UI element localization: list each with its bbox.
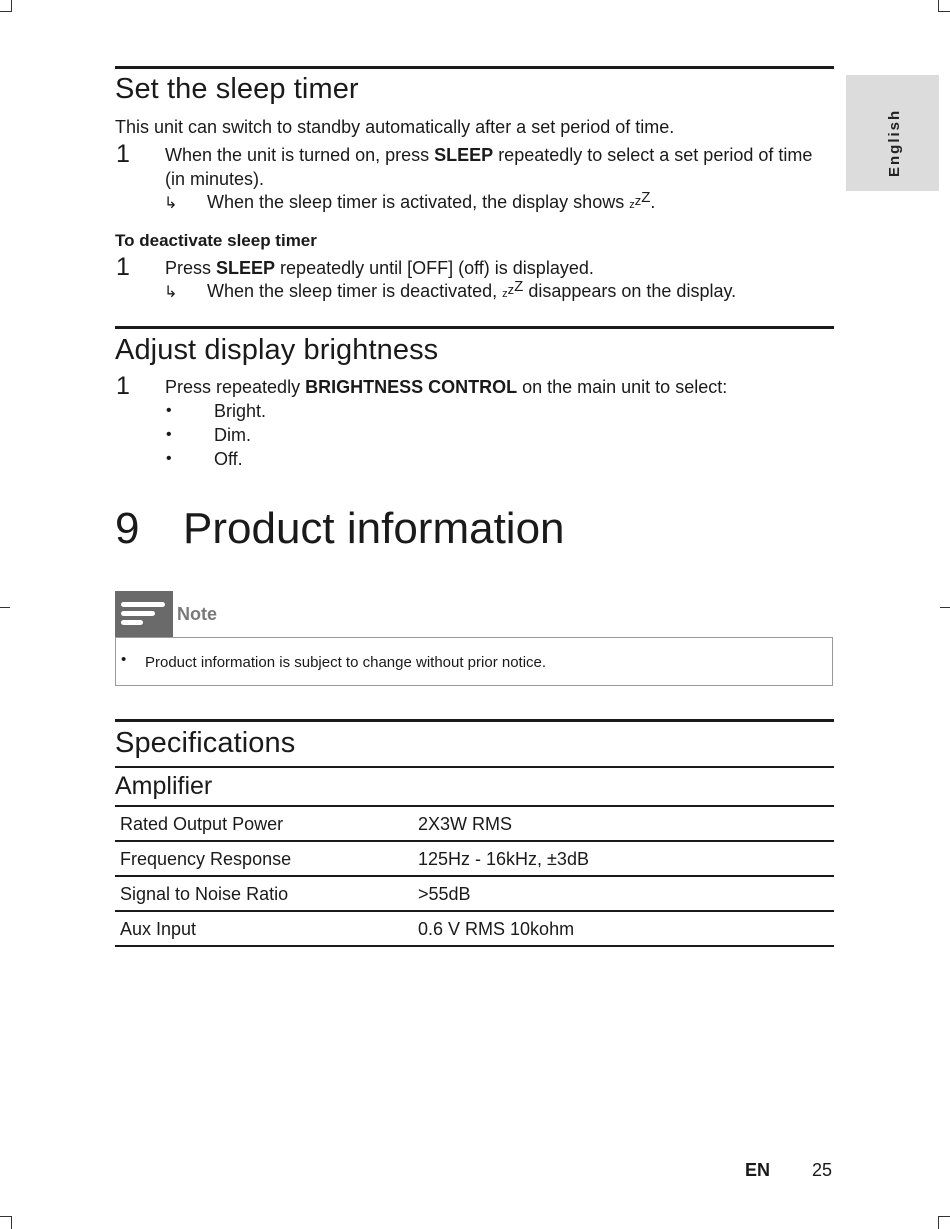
brightness-key: BRIGHTNESS CONTROL <box>305 377 518 397</box>
crop-mark <box>938 1216 939 1229</box>
zzz-sleep-symbol <box>629 189 651 211</box>
sleep-result-text: When the sleep timer is activated, the display shows zzZ. <box>207 189 656 212</box>
sleep-step-text <box>165 145 812 166</box>
footer-language-code: EN <box>745 1160 771 1180</box>
zzz-char: z <box>629 199 635 211</box>
chapter-title-text: Product information <box>183 504 565 553</box>
spec-label: Rated Output Power <box>120 814 284 834</box>
specifications-heading: Specifications <box>115 727 296 759</box>
crop-mark <box>938 11 950 12</box>
result-text: When the sleep timer is deactivated, <box>207 281 503 301</box>
bullet: • <box>166 450 172 467</box>
crop-mark <box>938 0 939 12</box>
spec-row <box>115 806 834 841</box>
spec-row <box>115 841 834 876</box>
spec-label: Frequency Response <box>120 849 292 869</box>
section-rule <box>115 326 834 329</box>
language-tab-label: English <box>886 108 903 177</box>
page-number: 25 <box>812 1160 833 1180</box>
spec-value: 125Hz - 16kHz, ±3dB <box>418 849 589 869</box>
brightness-step-text <box>165 377 727 398</box>
step-text: When the unit is turned on, press <box>165 145 435 165</box>
spec-value: 0.6 V RMS 10kohm <box>418 919 575 939</box>
brightness-heading: Adjust display brightness <box>115 334 439 366</box>
amplifier-subheading: Amplifier <box>115 772 213 800</box>
zzz-char: z <box>507 282 515 297</box>
zzz-char: z <box>502 288 508 300</box>
note-icon <box>115 591 173 637</box>
deactivate-result-text <box>207 278 737 302</box>
sleep-key: SLEEP <box>216 258 276 278</box>
crop-mark <box>940 607 950 608</box>
brightness-option: Dim. <box>214 425 251 445</box>
sleep-key: SLEEP <box>434 145 494 165</box>
step-text: repeatedly until [OFF] (off) is displayed. <box>275 258 594 278</box>
crop-mark <box>938 1216 950 1217</box>
step-text: on the main unit to select: <box>517 377 728 397</box>
bullet: • <box>121 651 127 668</box>
sleep-timer-heading: Set the sleep timer <box>115 73 359 105</box>
chapter-title <box>115 504 565 554</box>
step-text: Press repeatedly <box>165 377 306 397</box>
section-rule <box>115 719 834 722</box>
crop-mark <box>11 1216 12 1229</box>
zzz-char: Z <box>514 278 524 295</box>
table-rule <box>115 945 834 947</box>
sleep-step-text-line2: (in minutes). <box>165 169 265 189</box>
chapter-number: 9 <box>115 504 140 553</box>
note-text: Product information is subject to change without prior notice. <box>145 654 547 671</box>
result-text: When the sleep timer is activated, the display shows <box>207 192 630 212</box>
spec-row <box>115 911 834 946</box>
result-arrow-icon: ↳ <box>164 195 178 212</box>
note-label: Note <box>177 604 217 624</box>
result-arrow-icon: ↳ <box>164 284 178 301</box>
zzz-char: z <box>634 193 642 208</box>
section-rule <box>115 766 834 768</box>
section-rule <box>115 66 834 69</box>
zzz-char: Z <box>641 189 651 206</box>
spec-label: Signal to Noise Ratio <box>120 884 289 904</box>
language-tab <box>846 75 939 191</box>
sleep-timer-intro: This unit can switch to standby automatically after a set period of time. <box>115 117 675 137</box>
spec-value: >55dB <box>418 884 471 904</box>
result-text: disappears on the display. <box>523 281 737 301</box>
deactivate-step-text <box>165 258 594 279</box>
brightness-option: Bright. <box>214 401 267 421</box>
crop-mark <box>11 0 12 12</box>
spec-label: Aux Input <box>120 919 197 939</box>
step-number: 1 <box>116 253 130 281</box>
spec-row <box>115 876 834 911</box>
bullet: • <box>166 402 172 419</box>
bullet: • <box>166 426 172 443</box>
deactivate-heading: To deactivate sleep timer <box>115 231 317 250</box>
step-number: 1 <box>116 140 130 168</box>
crop-mark <box>0 607 10 608</box>
zzz-sleep-symbol <box>502 278 524 300</box>
spec-value: 2X3W RMS <box>418 814 513 834</box>
note-box <box>115 637 833 686</box>
step-text: repeatedly to select a set period of time <box>493 145 813 165</box>
step-text: Press <box>165 258 217 278</box>
step-number: 1 <box>116 372 130 400</box>
brightness-option: Off. <box>214 449 243 469</box>
